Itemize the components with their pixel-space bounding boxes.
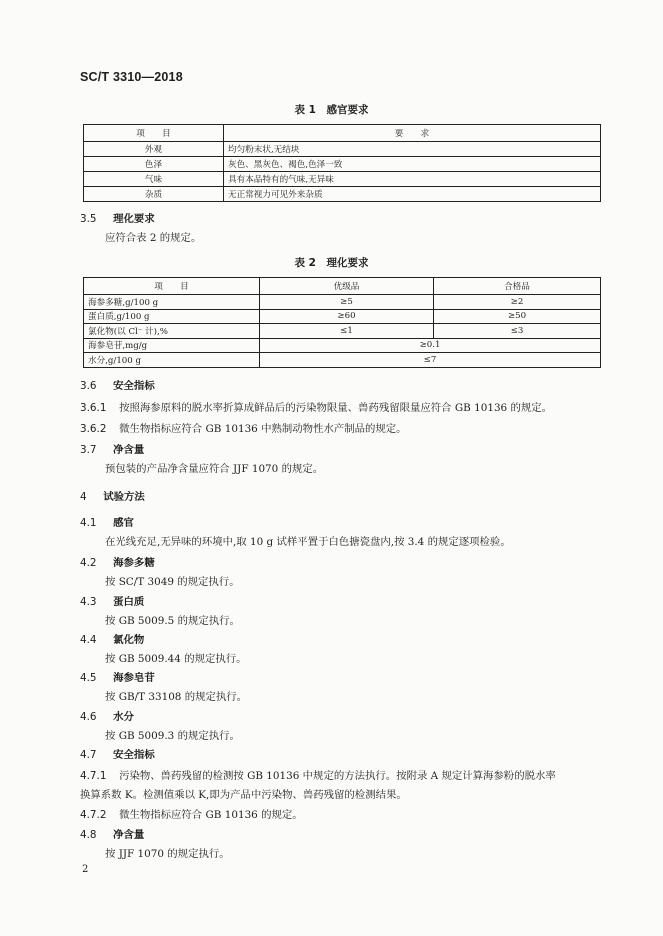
table1-cell: 外观 (84, 142, 224, 157)
table1-cell: 均匀粉末状,无结块 (224, 142, 601, 157)
section-number: 4.7.2 (80, 809, 107, 821)
section-number: 4.8 (80, 829, 97, 841)
section-number: 4.7 (80, 749, 97, 761)
section-4-4-heading (80, 633, 623, 647)
section-number: 4.3 (80, 596, 97, 608)
section-text: 微生物指标应符合 GB 10136 的规定。 (119, 809, 303, 821)
table2-header-premium: 优级品 (260, 278, 434, 295)
section-title: 海参皂苷 (113, 672, 155, 684)
section-title: 感官 (113, 517, 134, 529)
section-number: 4.2 (80, 557, 97, 569)
section-3-7-text: 预包装的产品净含量应符合 JJF 1070 的规定。 (105, 463, 324, 475)
table2-merged-cell: ≤7 (260, 353, 601, 368)
table2-cell: ≤3 (434, 324, 601, 339)
table2-cell: 海参多糖,g/100 g (84, 295, 260, 310)
section-number: 4.4 (80, 634, 97, 646)
table2-header-row (84, 278, 601, 295)
table1-cell: 灰色、黑灰色、褐色,色泽一致 (224, 157, 601, 172)
section-4-7-2 (80, 808, 623, 822)
section-4-6-heading (80, 710, 623, 724)
table2-cell: 海参皂苷,mg/g (84, 338, 260, 353)
table-row (84, 309, 601, 324)
section-4-3-text: 按 GB 5009.5 的规定执行。 (105, 615, 240, 627)
section-4-6-text: 按 GB 5009.3 的规定执行。 (105, 730, 240, 742)
section-number: 4.7.1 (80, 770, 107, 782)
section-title: 安全指标 (113, 749, 155, 761)
section-3-7-heading (80, 443, 623, 457)
table2-cell: 水分,g/100 g (84, 353, 260, 368)
table-row (84, 353, 601, 368)
table1-caption: 表 1 感官要求 (294, 104, 369, 116)
section-title: 净含量 (113, 444, 145, 456)
section-4-8-text: 按 JJF 1070 的规定执行。 (105, 848, 230, 860)
section-number: 4 (80, 491, 87, 503)
table1-header-req: 要 求 (224, 125, 601, 142)
table2-cell: 氯化物(以 Cl⁻ 计),% (84, 324, 260, 339)
section-4-2-text: 按 SC/T 3049 的规定执行。 (105, 576, 240, 588)
table-row (84, 324, 601, 339)
table1-cell: 具有本品特有的气味,无异味 (224, 172, 601, 187)
section-4-7-1-line1 (80, 769, 623, 783)
table1-cell: 色泽 (84, 157, 224, 172)
section-3-6-1 (80, 401, 623, 415)
section-title: 净含量 (113, 829, 145, 841)
section-number: 4.5 (80, 672, 97, 684)
table2-cell: ≥60 (260, 309, 434, 324)
table2-caption: 表 2 理化要求 (294, 257, 369, 269)
table2-header-item: 项 目 (84, 278, 260, 295)
section-4-4-text: 按 GB 5009.44 的规定执行。 (105, 653, 247, 665)
section-4-7-1-line2: 换算系数 K。检测值乘以 K,即为产品中污染物、兽药残留的检测结果。 (80, 789, 407, 801)
table-row (84, 142, 601, 157)
table2-cell: ≤1 (260, 324, 434, 339)
table2-cell: ≥50 (434, 309, 601, 324)
section-4-1-heading (80, 516, 623, 530)
table-row (84, 157, 601, 172)
table-row (84, 172, 601, 187)
section-3-5-text: 应符合表 2 的规定。 (105, 232, 202, 244)
table2-merged-cell: ≥0.1 (260, 338, 601, 353)
section-title: 安全指标 (113, 380, 155, 392)
table1-sensory (83, 124, 601, 202)
section-4-7-heading (80, 748, 623, 762)
section-4-2-heading (80, 556, 623, 570)
section-title: 氯化物 (113, 634, 145, 646)
table-row (84, 187, 601, 202)
page-number: 2 (82, 864, 89, 875)
section-text: 微生物指标应符合 GB 10136 中熟制动物性水产制品的规定。 (119, 423, 407, 435)
section-3-6-2 (80, 422, 623, 436)
section-number: 3.7 (80, 444, 97, 456)
table2-header-qualified: 合格品 (434, 278, 601, 295)
table1-header-row (84, 125, 601, 142)
section-text: 按照海参原料的脱水率折算成鲜品后的污染物限量、兽药残留限量应符合 GB 10136 的规定。 (119, 402, 553, 414)
section-4-heading (80, 490, 623, 504)
table-row (84, 295, 601, 310)
section-number: 4.1 (80, 517, 97, 529)
table2-physicochemical (83, 277, 601, 368)
section-title: 蛋白质 (113, 596, 145, 608)
section-3-5-heading (80, 212, 623, 226)
section-title: 理化要求 (113, 213, 155, 225)
table2-cell: ≥5 (260, 295, 434, 310)
section-3-6-heading (80, 379, 623, 393)
table1-header-item: 项 目 (84, 125, 224, 142)
document-header: SC/T 3310—2018 (80, 70, 183, 84)
section-number: 4.6 (80, 711, 97, 723)
section-4-1-text: 在光线充足,无异味的环境中,取 10 g 试样平置于白色搪瓷盘内,按 3.4 的规定逐项检验。 (105, 536, 511, 548)
table1-cell: 无正常视力可见外来杂质 (224, 187, 601, 202)
section-4-5-heading (80, 671, 623, 685)
section-title: 水分 (113, 711, 134, 723)
table1-cell: 杂质 (84, 187, 224, 202)
table1-cell: 气味 (84, 172, 224, 187)
section-number: 3.5 (80, 213, 97, 225)
section-number: 3.6.1 (80, 402, 107, 414)
section-4-5-text: 按 GB/T 33108 的规定执行。 (105, 691, 248, 703)
section-title: 海参多糖 (113, 557, 155, 569)
section-number: 3.6 (80, 380, 97, 392)
table2-cell: ≥2 (434, 295, 601, 310)
section-title: 试验方法 (103, 491, 145, 503)
section-number: 3.6.2 (80, 423, 107, 435)
table-row (84, 338, 601, 353)
section-4-8-heading (80, 828, 623, 842)
section-text: 污染物、兽药残留的检测按 GB 10136 中规定的方法执行。按附录 A 规定计算海参粉的脱水率 (119, 770, 556, 782)
table2-cell: 蛋白质,g/100 g (84, 309, 260, 324)
section-4-3-heading (80, 595, 623, 609)
